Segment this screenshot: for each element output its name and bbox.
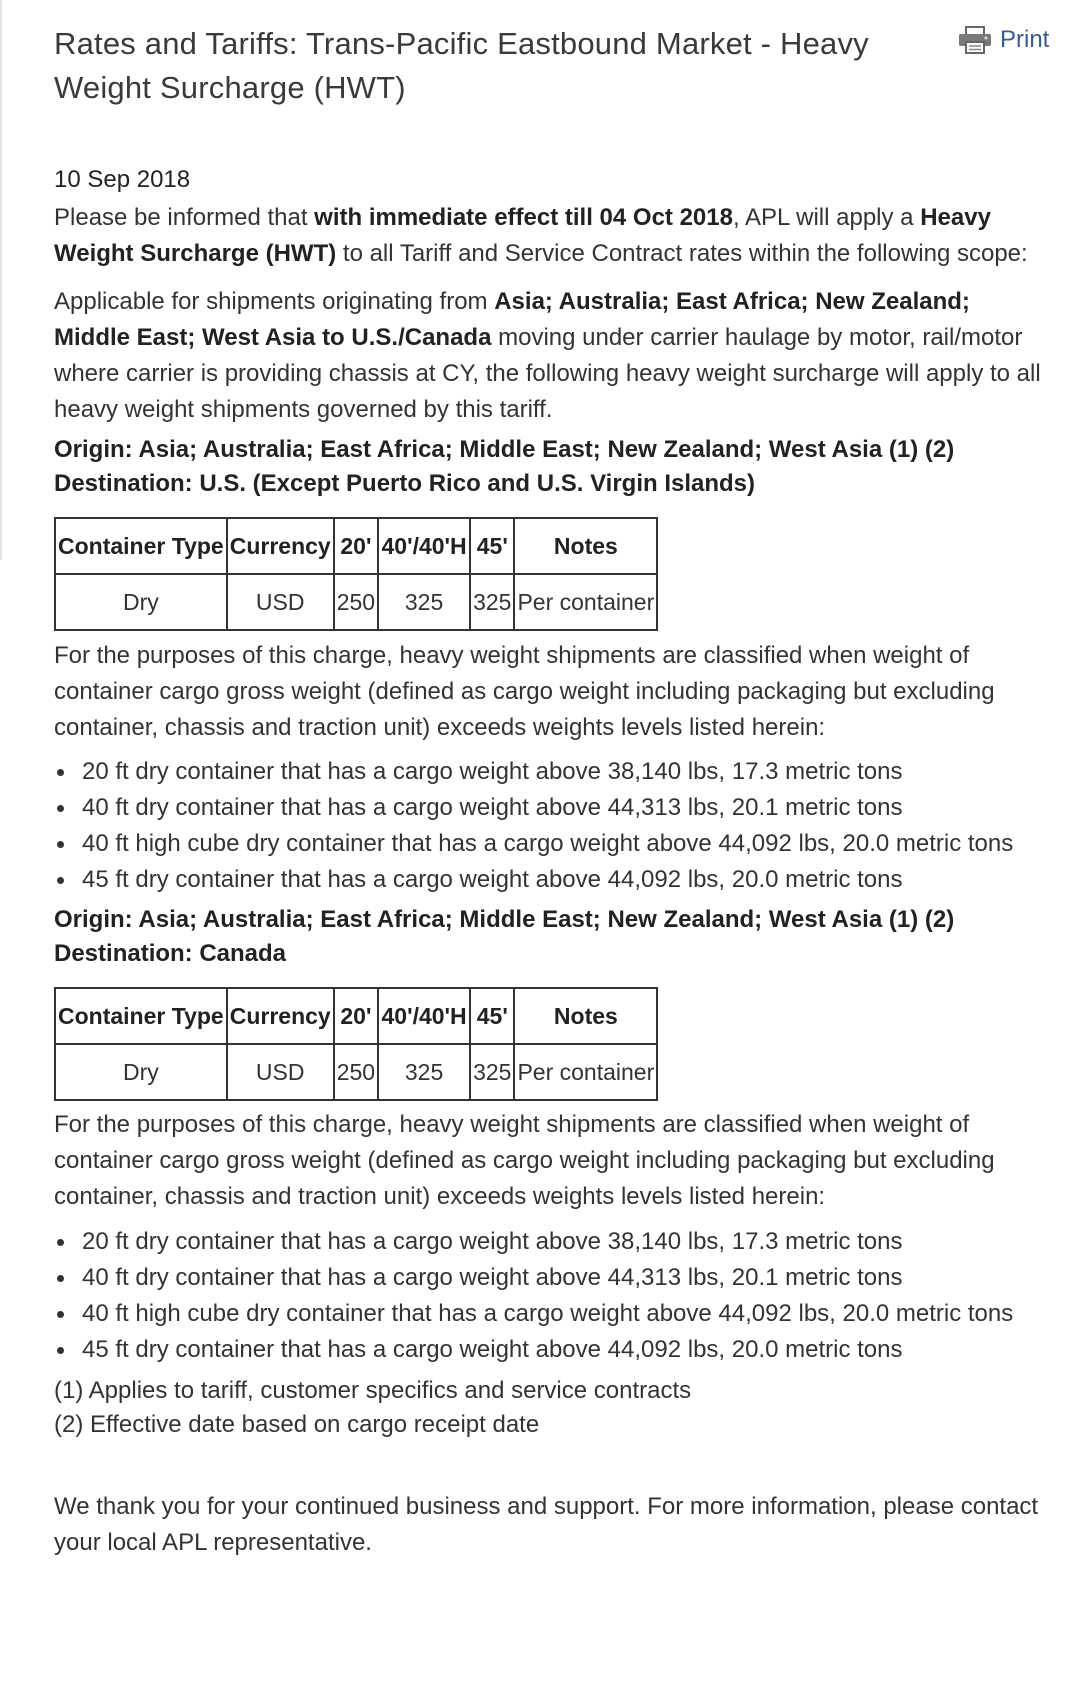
header-notes: Notes [514, 988, 657, 1044]
header-45ft: 45' [470, 988, 514, 1044]
list-item: 40 ft dry container that has a cargo weight above 44,313 lbs, 20.1 metric tons [54, 1260, 1034, 1296]
cell-40ft: 325 [378, 574, 470, 630]
us-destination: Destination: U.S. (Except Puerto Rico and U.S. Virgin Islands) [54, 470, 756, 497]
cell-40ft: 325 [378, 1044, 470, 1100]
list-item: 40 ft high cube dry container that has a cargo weight above 44,092 lbs, 20.0 metric tons [54, 826, 1034, 862]
cell-container-type: Dry [55, 1044, 227, 1100]
canada-rate-table [54, 987, 658, 1101]
us-rate-table [54, 517, 658, 631]
header-container-type: Container Type [55, 988, 227, 1044]
canada-destination: Destination: Canada [54, 940, 287, 967]
cell-currency: USD [227, 1044, 334, 1100]
scope-regions: Asia; Australia; East Africa; New Zealand; Middle East; West Asia to U.S./Canada [54, 288, 970, 351]
list-item: 40 ft dry container that has a cargo weight above 44,313 lbs, 20.1 metric tons [54, 790, 1034, 826]
header-container-type: Container Type [55, 518, 227, 574]
intro-paragraph [54, 200, 1050, 272]
header-40ft: 40'/40'H [378, 518, 470, 574]
intro-text-3: to all Tariff and Service Contract rates within the following scope: [336, 240, 1028, 267]
header-notes: Notes [514, 518, 657, 574]
print-button[interactable] [958, 26, 1049, 54]
list-item: 20 ft dry container that has a cargo weight above 38,140 lbs, 17.3 metric tons [54, 1224, 1034, 1260]
printer-icon [958, 26, 992, 54]
print-label: Print [1000, 26, 1050, 53]
table-header-row [55, 988, 657, 1044]
table-row [55, 574, 657, 630]
us-weight-list [54, 754, 1034, 898]
notice-date: 10 Sep 2018 [54, 166, 191, 193]
table-header-row [55, 518, 657, 574]
left-border [0, 0, 2, 560]
us-classification: For the purposes of this charge, heavy weight shipments are classified when weight of container cargo gross weight (defined as cargo weight including packaging but excluding container, chassis and traction unit) exceeds weights levels listed herein: [54, 642, 995, 741]
list-item: 20 ft dry container that has a cargo weight above 38,140 lbs, 17.3 metric tons [54, 754, 1034, 790]
scope-text-1: Applicable for shipments originating from [54, 288, 495, 315]
cell-45ft: 325 [470, 574, 514, 630]
canada-weight-list [54, 1224, 1034, 1368]
scope-paragraph [54, 284, 1050, 428]
cell-notes: Per container [514, 1044, 657, 1100]
us-origin: Origin: Asia; Australia; East Africa; Middle East; New Zealand; West Asia (1) (2) [54, 436, 955, 463]
scope-text-2: moving under carrier haulage by motor, rail/motor where carrier is providing chassis at CY, the following heavy weight surcharge will apply to all heavy weight shipments governed by this tariff. [54, 324, 1041, 423]
intro-text-1: Please be informed that [54, 204, 315, 231]
table-row [55, 1044, 657, 1100]
cell-20ft: 250 [334, 1044, 378, 1100]
cell-notes: Per container [514, 574, 657, 630]
list-item: 45 ft dry container that has a cargo weight above 44,092 lbs, 20.0 metric tons [54, 862, 1034, 898]
header-20ft: 20' [334, 988, 378, 1044]
header-40ft: 40'/40'H [378, 988, 470, 1044]
footnote-1: (1) Applies to tariff, customer specifics and service contracts [54, 1377, 692, 1404]
page-title: Rates and Tariffs: Trans-Pacific Eastbound Market - Heavy Weight Surcharge (HWT) [54, 26, 869, 105]
cell-20ft: 250 [334, 574, 378, 630]
header-currency: Currency [227, 988, 334, 1044]
canada-origin: Origin: Asia; Australia; East Africa; Middle East; New Zealand; West Asia (1) (2) [54, 906, 955, 933]
footnote-2: (2) Effective date based on cargo receipt date [54, 1411, 540, 1438]
intro-effective-period: with immediate effect till 04 Oct 2018 [314, 204, 733, 231]
cell-45ft: 325 [470, 1044, 514, 1100]
header-currency: Currency [227, 518, 334, 574]
cell-container-type: Dry [55, 574, 227, 630]
list-item: 40 ft high cube dry container that has a cargo weight above 44,092 lbs, 20.0 metric tons [54, 1296, 1034, 1332]
closing-paragraph: We thank you for your continued business and support. For more information, please contact your local APL representative. [54, 1493, 1039, 1556]
header-20ft: 20' [334, 518, 378, 574]
intro-text-2: , APL will apply a [732, 204, 921, 231]
canada-classification: For the purposes of this charge, heavy weight shipments are classified when weight of container cargo gross weight (defined as cargo weight including packaging but excluding container, chassis and traction unit) exceeds weights levels listed herein: [54, 1111, 995, 1210]
cell-currency: USD [227, 574, 334, 630]
list-item: 45 ft dry container that has a cargo weight above 44,092 lbs, 20.0 metric tons [54, 1332, 1034, 1368]
intro-surcharge-name: Heavy Weight Surcharge (HWT) [54, 204, 991, 267]
header-45ft: 45' [470, 518, 514, 574]
